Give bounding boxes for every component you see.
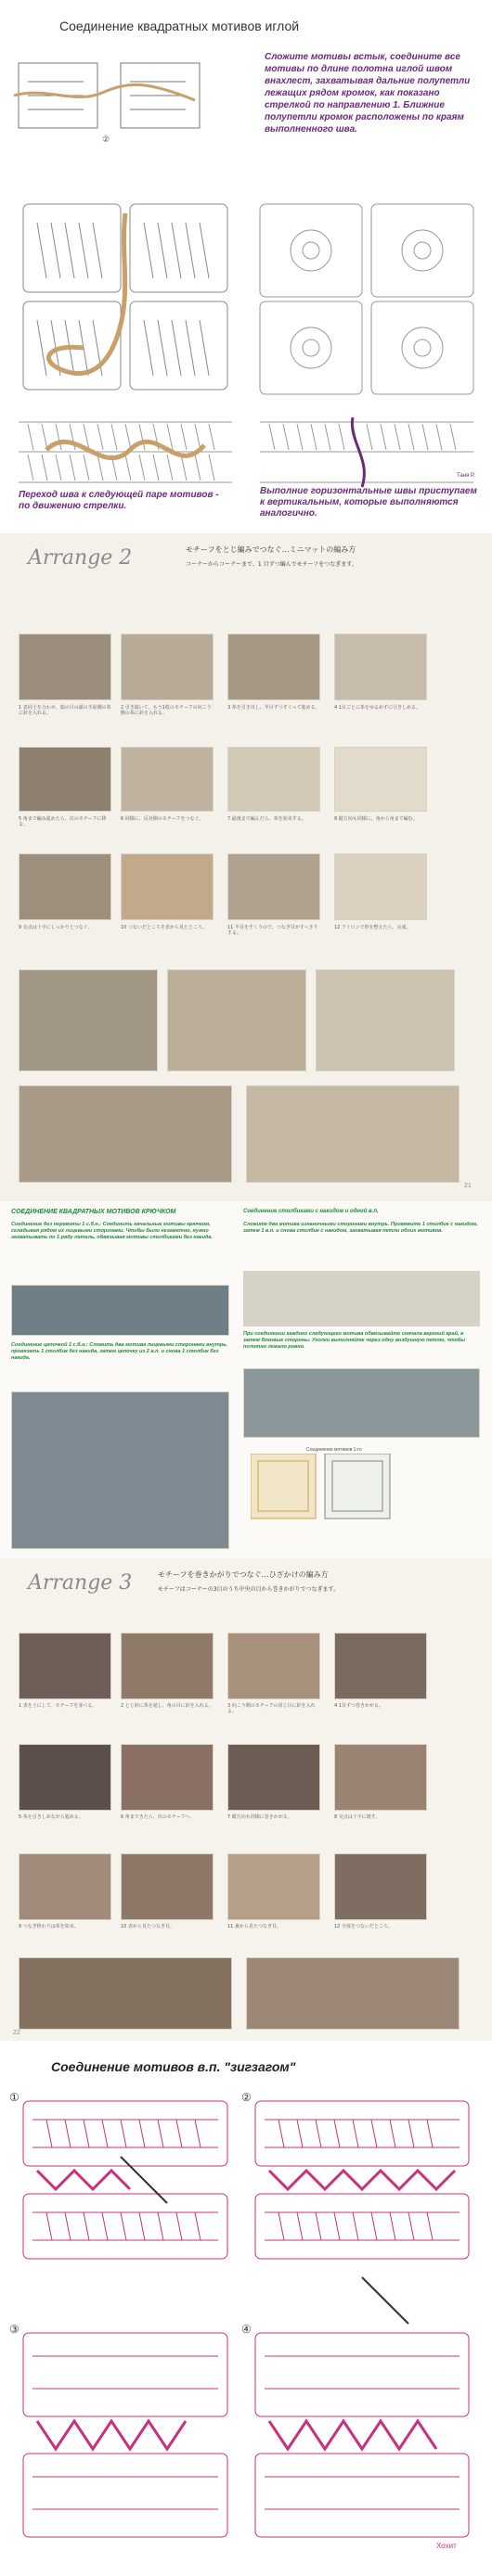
mark-z4: ④	[241, 2323, 252, 2336]
caption-a2-12: 12 アイロンで形を整えたら、完成。	[334, 925, 411, 930]
photo-5	[19, 747, 111, 812]
caption-a2-5: 5 角まで編み進めたら、次のモチーフに移る。	[19, 816, 107, 827]
left-text: Соединение без перевиты 1 с.б.н.: Соединить начальные мотивы крючком, складывая рядом их лицевыми сторонами. Чтобы было незаметно, нужно захватывать по 1 ряду петель, обвязывая мотивы столбиками без накида.	[11, 1222, 213, 1240]
caption-a2-6: 6 同様に、反対側のモチーフをつなぐ。	[121, 816, 204, 822]
photo-2	[121, 634, 214, 700]
photo-d10	[121, 1853, 214, 1920]
arrange-3-title: Arrange 3	[28, 1571, 133, 1595]
photo-c4	[243, 1368, 480, 1438]
arrange-3-heading: モチーフを巻きかがりでつなぐ…ひざかけの編み方	[158, 1570, 329, 1579]
photo-c3	[243, 1271, 480, 1326]
right-text-2: При соединении каждого следующего мотива обвязывайте сначала верхний край, а затем боковые стороны. Уголки выполняйте через одну воздушную петлю, чтобы полотно лежало ровно.	[243, 1331, 466, 1350]
section-needle-join	[0, 0, 492, 533]
photo-9	[19, 853, 111, 920]
photo-12	[334, 853, 427, 920]
photo-d8	[334, 1744, 427, 1811]
caption-a2-3: 3 糸を引き出し、半目ずつすくって進める。	[227, 705, 320, 711]
photo-13	[19, 969, 158, 1071]
photo-c2	[11, 1391, 229, 1549]
photo-d1	[19, 1633, 111, 1699]
caption-a3-4: 4 1目ずつ巻きかがる。	[334, 1703, 383, 1709]
photo-d2	[121, 1633, 214, 1699]
photo-7	[227, 747, 320, 812]
photo-d12	[334, 1853, 427, 1920]
caption-right: Выполние горизонтальные швы приступаем к вертикальным, которые выполняются аналогично.	[260, 486, 477, 519]
section-arrange-2	[0, 533, 492, 1201]
caption-a3-1: 1 表を上にして、モチーフを並べる。	[19, 1703, 97, 1709]
photo-d9	[19, 1853, 111, 1920]
right-heading: Соединение столбиками с накидом и одной в.п.	[243, 1209, 379, 1214]
photo-c1	[11, 1285, 229, 1336]
mark-z2: ②	[241, 2092, 252, 2104]
caption-a2-9: 9 交点は十字にしっかりとつなぐ。	[19, 925, 93, 930]
caption-a2-4: 4 1目ごとに糸をゆるめずに引きしめる。	[334, 705, 421, 711]
arrange-2-sub: コーナーからコーナーまで、1 目ずつ編んでモチーフをつなぎます。	[186, 561, 357, 568]
caption-a3-2: 2 とじ針に糸を通し、角の目に針を入れる。	[121, 1703, 214, 1709]
caption-a2-11: 11 半目をすくうので、つなぎ目がすっきりする。	[227, 925, 318, 936]
watermark-2: Хохит	[436, 2542, 457, 2550]
arrange-2-title: Arrange 2	[28, 546, 133, 570]
photo-15	[316, 969, 455, 1071]
arrange-3-sub: モチーフはコーナーの3目のうち中央の目から巻きかがりでつなぎます。	[158, 1586, 340, 1593]
stitch-diagram-bottom-left	[9, 413, 241, 492]
photo-17	[246, 1085, 460, 1183]
caption-a3-7: 7 縦方向も同様に巻きかがる。	[227, 1814, 292, 1820]
mark-z3: ③	[9, 2323, 19, 2336]
caption-a2-10: 10 つないだところを表から見たところ。	[121, 925, 207, 930]
caption-a3-9: 9 つなぎ終わりは糸を始末。	[19, 1924, 79, 1929]
photo-d4	[334, 1633, 427, 1699]
photo-d14	[246, 1957, 460, 2030]
caption-a2-8: 8 縦方向も同様に、角から角まで編む。	[334, 816, 418, 822]
caption-a3-6: 6 角まできたら、次のモチーフへ。	[121, 1814, 195, 1820]
photo-8	[334, 747, 427, 812]
section-zigzag-join	[0, 2041, 492, 2576]
photo-3	[227, 634, 320, 700]
caption-a3-8: 8 交点は十字に渡す。	[334, 1814, 381, 1820]
caption-a3-11: 11 裏から見たつなぎ目。	[227, 1924, 281, 1929]
mark-2: ②	[102, 135, 110, 144]
photo-11	[227, 853, 320, 920]
right-text: Сложите два мотива изнаночными сторонами внутрь. Провяжите 1 столбик с накидом, затем 1 в.п. и снова столбик с накидом, захватывая петли обоих мотивов.	[243, 1222, 478, 1234]
caption-a3-3: 3 向こう側のモチーフの同じ目に針を入れる。	[227, 1703, 316, 1714]
motif-label: Соединение мотивов 1-го	[306, 1447, 362, 1453]
page-22: 22	[13, 2030, 20, 2036]
photo-d11	[227, 1853, 320, 1920]
page-21: 21	[464, 1183, 472, 1189]
zigzag-diagrams	[9, 2092, 483, 2556]
caption-a3-5: 5 糸を引きしめながら進める。	[19, 1814, 84, 1820]
caption-a2-7: 7 最後まで編んだら、糸を始末する。	[227, 816, 306, 822]
stitch-diagram-right	[251, 195, 483, 399]
caption-a3-12: 12 全体をつないだところ。	[334, 1924, 393, 1929]
watermark-1: Таня Р.	[457, 473, 475, 479]
section5-title: Соединение мотивов в.п. "зигзагом"	[51, 2059, 296, 2074]
mark-z1: ①	[9, 2092, 19, 2104]
section-crochet-join	[0, 1201, 492, 1558]
arrange-2-heading: モチーフをとじ編みでつなぐ…ミニマットの編み方	[186, 545, 356, 554]
stitch-diagram-left	[9, 195, 241, 399]
photo-d6	[121, 1744, 214, 1811]
caption-a3-10: 10 表から見たつなぎ目。	[121, 1924, 175, 1929]
photo-10	[121, 853, 214, 920]
caption-a2-1: 1 表同士を合わせ、端の目の頭の手前側の糸に針を入れる。	[19, 705, 111, 716]
photo-d13	[19, 1957, 232, 2030]
photo-4	[334, 634, 427, 700]
section1-instruction: Сложите мотивы встык, соедините все мотивы по длине полотна иглой швом внахлест, захватывая дальние полупетли лежащих рядом кромок, как показано стрелкой по направлению 1. Ближние полупетли кромок расположены по краям выполненного шва.	[265, 52, 471, 135]
section1-title: Соединение квадратных мотивов иглой	[59, 19, 300, 33]
photo-d7	[227, 1744, 320, 1811]
photo-14	[167, 969, 306, 1071]
photo-d5	[19, 1744, 111, 1811]
left-heading: СОЕДИНЕНИЕ КВАДРАТНЫХ МОТИВОВ КРЮЧКОМ	[11, 1209, 176, 1215]
stitch-diagram-bottom-right	[251, 413, 483, 492]
join-diagram-small	[9, 45, 223, 147]
photo-6	[121, 747, 214, 812]
photo-16	[19, 1085, 232, 1183]
caption-a2-2: 2 引き抜いて、もう1枚のモチーフの向こう側の糸に針を入れる。	[121, 705, 212, 716]
caption-left: Переход шва к следующей паре мотивов - по движению стрелки.	[19, 490, 219, 511]
motif-swatches	[251, 1454, 399, 1528]
section-arrange-3	[0, 1558, 492, 2041]
photo-d3	[227, 1633, 320, 1699]
left-text-2: Соединение цепочкой 1 с.б.н.: Сложить два мотива лицевыми сторонами внутрь, провязать 1 столбик без накида, затем цепочку из 2 в.п. и снова 1 столбик без накида.	[11, 1342, 227, 1361]
photo-1	[19, 634, 111, 700]
